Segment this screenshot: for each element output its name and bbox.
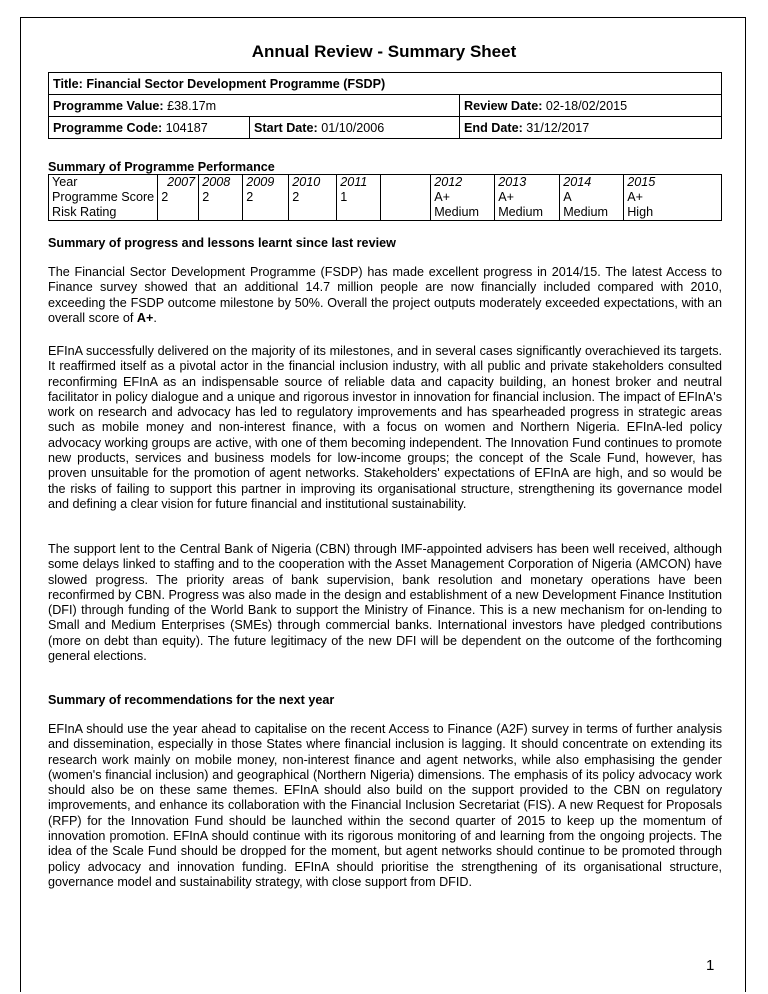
title-value: Financial Sector Development Programme (FSDP): [86, 76, 386, 91]
page-title: Annual Review - Summary Sheet: [251, 42, 517, 61]
overall-score: A+: [136, 310, 154, 325]
programme-code-label: Programme Code:: [53, 120, 163, 135]
info-row-title: [49, 73, 722, 95]
start-date-label: Start Date:: [254, 120, 318, 135]
year-cell: 2009: [243, 175, 289, 191]
performance-heading: Summary of Programme Performance: [48, 160, 275, 174]
risk-cell: [199, 205, 243, 221]
year-cell: 2010: [289, 175, 337, 191]
risk-cell: Medium: [431, 205, 495, 221]
score-cell: A: [560, 190, 624, 205]
page-number: 1: [706, 957, 715, 974]
info-row-code: [49, 117, 722, 139]
recommendations-heading: Summary of recommendations for the next year: [48, 693, 335, 707]
info-row-value: [49, 95, 722, 117]
risk-cell: Medium: [495, 205, 560, 221]
score-cell: A+: [495, 190, 560, 205]
year-cell: 2008: [199, 175, 243, 191]
start-date-value: 01/10/2006: [321, 120, 385, 135]
progress-paragraph-3: The support lent to the Central Bank of Nigeria (CBN) through IMF-appointed advisers has been well received, although some delays linked to staffing and to the cooperation with the Asset Management Corporation of Nigeria (AMCON) have slowed progress. The priority areas of bank supervision, bank resolution and monetary operations have been reconfirmed by CBN. Progress was also made in the design and establishment of a new Development Finance Institution (DFI) through funding of the World Bank to support the Ministry of Finance. This is a new mechanism for on-lending to Small and Medium Enterprises (SMEs) through commercial banks. International investors have pledged contributions (more on debt than equity). The future legitimacy of the new DFI will be dependent on the outcome of the forthcoming general elections.: [48, 542, 722, 664]
score-cell: 2: [289, 190, 337, 205]
score-cell: 2: [199, 190, 243, 205]
end-date-value: 31/12/2017: [526, 120, 590, 135]
year-cell: 2007: [158, 175, 199, 191]
title-label: Title:: [53, 76, 83, 91]
risk-row: [49, 205, 722, 221]
spacer-cell: [381, 190, 431, 205]
year-cell: 2014: [560, 175, 624, 191]
row-label-risk: Risk Rating: [49, 205, 158, 221]
progress-paragraph-2: EFInA successfully delivered on the majority of its milestones, and in several cases significantly overachieved its targets. It reaffirmed itself as a pivotal actor in the financial inclusion industry, with all public and private stakeholders consulted reconfirming EFInA as an indispensable source of reliable data and capacity building, an honest broker and neutral facilitator in policy dialogue and a unique and rigorous investor in innovation for financial inclusion. The impact of EFInA's work on research and advocacy has led to regulatory improvements and has spearheaded progress in strategic areas such as mobile money and non-interest finance, with a focus on women and Northern Nigeria. EFInA-led policy advocacy working groups are active, with one of them becoming independent. The Innovation Fund continues to promote new products, services and business models for low-income groups; the concept of the Scale Fund, however, has proven unsuitable for the promotion of agent networks. Stakeholders' expectations of EFInA are high, and so would be the risks of failing to support this partner in improving its organisational structure, strengthening its governance model and defining a clear vision for future financial and institutional sustainability.: [48, 344, 722, 511]
progress-p1-end: .: [153, 310, 157, 325]
end-date-cell: [460, 117, 722, 139]
programme-code-value: 104187: [165, 120, 208, 135]
score-cell: 2: [158, 190, 199, 205]
review-date-cell: [460, 95, 722, 117]
spacer-cell: [381, 205, 431, 221]
progress-paragraph-1: [48, 265, 722, 326]
end-date-label: End Date:: [464, 120, 523, 135]
year-cell: 2013: [495, 175, 560, 191]
programme-value: £38.17m: [167, 98, 217, 113]
risk-cell: [158, 205, 199, 221]
year-cell: 2012: [431, 175, 495, 191]
review-date-value: 02-18/02/2015: [545, 98, 628, 113]
progress-heading: Summary of progress and lessons learnt since last review: [48, 236, 396, 250]
risk-cell: Medium: [560, 205, 624, 221]
programme-code-cell: [49, 117, 250, 139]
risk-cell: [243, 205, 289, 221]
score-cell: 1: [337, 190, 381, 205]
year-cell: 2015: [624, 175, 722, 191]
risk-cell: High: [624, 205, 722, 221]
start-date-cell: [250, 117, 460, 139]
score-cell: A+: [624, 190, 722, 205]
programme-value-cell: [49, 95, 460, 117]
year-row: [49, 175, 722, 191]
review-date-label: Review Date:: [464, 98, 543, 113]
spacer-cell: [381, 175, 431, 191]
score-cell: A+: [431, 190, 495, 205]
performance-table: [48, 174, 722, 221]
score-row: [49, 190, 722, 205]
score-cell: 2: [243, 190, 289, 205]
risk-cell: [337, 205, 381, 221]
progress-p1-text: The Financial Sector Development Programme (FSDP) has made excellent progress in 2014/15. The latest Access to Finance survey showed that an additional 14.7 million people are now financially included compared with 2010, exceeding the FSDP outcome milestone by 50%. Overall the project outputs moderately exceeded expectations, with an overall score of: [48, 265, 722, 325]
recommendations-paragraph: EFInA should use the year ahead to capitalise on the recent Access to Finance (A2F) survey in terms of further analysis and dissemination, especially in those States where financial inclusion is lagging. It should concentrate on extending its research work mainly on mobile money, non-interest finance and agent networks, while also emphasising the gender (women's financial inclusion) and geographical (Northern Nigeria) dimensions. The emphasis of its policy advocacy work should also be on these same themes. EFInA should also build on the support provided to the CBN on regulatory improvements, and enhance its collaboration with the Financial Inclusion Secretariat (FIS). A new Request for Proposals (RFP) for the Innovation Fund should be launched within the second quarter of 2015 to keep up the momentum of innovation promotion. EFInA should continue with its rigorous monitoring of and learning from the ongoing projects. The idea of the Scale Fund should be dropped for the moment, but agent networks should continue to be promoted through policy advocacy and innovation funding. EFInA should prioritise the strengthening of its organisational structure, governance model and sustainability strategy, with close support from DFID.: [48, 722, 722, 889]
row-label-year: Year: [49, 175, 158, 191]
risk-cell: [289, 205, 337, 221]
title-cell: [49, 73, 722, 95]
programme-info-table: [48, 72, 722, 139]
row-label-score: Programme Score: [49, 190, 158, 205]
programme-value-label: Programme Value:: [53, 98, 164, 113]
year-cell: 2011: [337, 175, 381, 191]
